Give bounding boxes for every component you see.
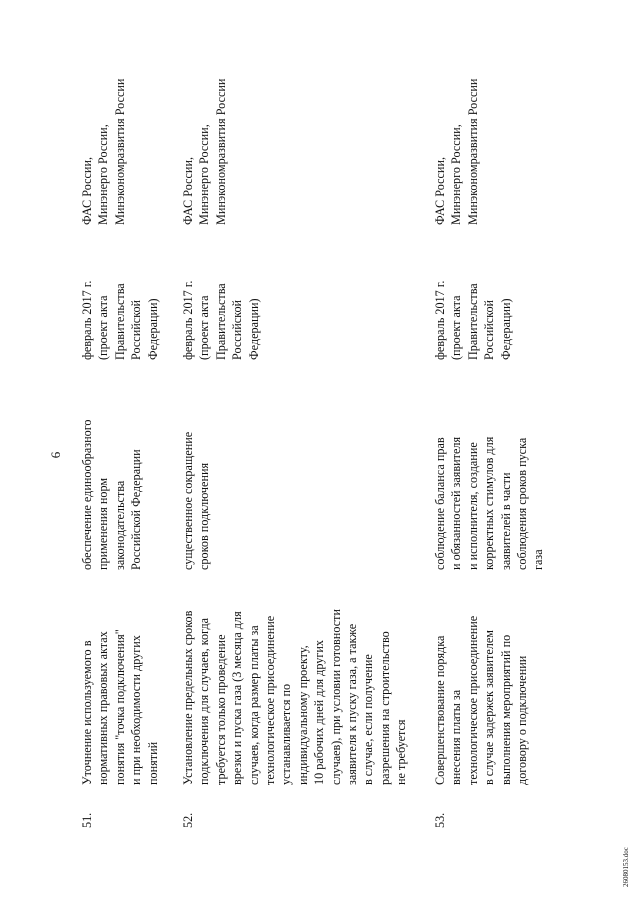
page-number: 6 (48, 451, 63, 459)
row-number: 51. (80, 812, 94, 828)
row-responsible: ФАС России, Минэнерго России, Минэкономразвития России (433, 78, 480, 225)
row-responsible: ФАС России, Минэнерго России, Минэкономразвития России (181, 78, 228, 225)
row-number: 52. (181, 812, 195, 828)
row-responsible: ФАС России, Минэнерго России, Минэкономразвития России (80, 78, 127, 225)
document-code: 26080153.doc (622, 847, 630, 887)
row-action: Установление предельных сроков подключения для случаев, когда требуется только проведение врезки и пуска газа (3 месяца для случаев, когда размер платы за технологическое присоединение устанавливается по индивидуальному проекту, 10 рабочих дней для других случаев), при условии готовности заявителя к пуску газа, а также в случае, если получение разрешения на строительство не требуется (181, 609, 409, 785)
row-term: февраль 2017 г. (проект акта Правительства Российской Федерации) (80, 280, 160, 360)
row-term: февраль 2017 г. (проект акта Правительства Российской Федерации) (433, 280, 513, 360)
row-result: соблюдение баланса прав и обязанностей заявителя и исполнителя, создание корректных стимулов для заявителей в части соблюдения сроков пуска газа (433, 436, 546, 570)
row-term: февраль 2017 г. (проект акта Правительства Российской Федерации) (181, 280, 261, 360)
row-action: Совершенствование порядка внесения платы за технологическое присоединение в случае задержек заявителем выполнения мероприятий по договору о подключении (433, 615, 530, 785)
row-number: 53. (433, 812, 447, 828)
row-action: Уточнение используемого в нормативных правовых актах понятия "точка подключения" и при необходимости других понятий (80, 629, 160, 785)
row-result: существенное сокращение сроков подключения (181, 431, 212, 570)
row-result: обеспечение единообразного применения норм законодательства Российской Федерации (80, 419, 144, 570)
